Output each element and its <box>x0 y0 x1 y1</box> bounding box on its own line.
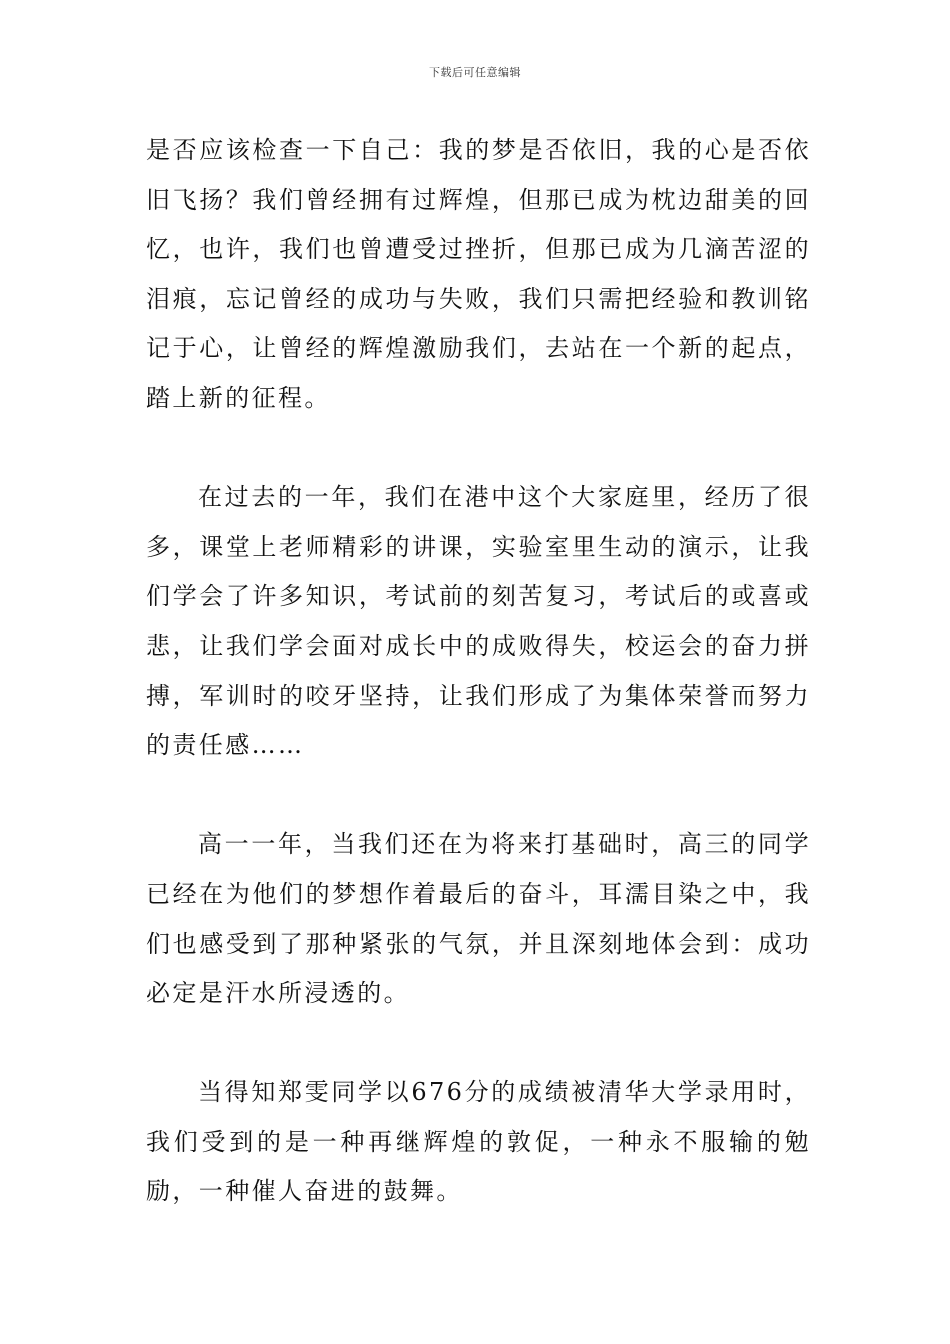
paragraph-gap <box>146 1019 811 1069</box>
paragraph-gap <box>146 771 811 821</box>
paragraph-2: 在过去的一年，我们在港中这个大家庭里，经历了很多，课堂上老师精彩的讲课，实验室里生动的演示，让我们学会了许多知识，考试前的刻苦复习，考试后的或喜或悲，让我们学会面对成长中的成败得失，校运会的奋力拼搏，军训时的咬牙坚持，让我们形成了为集体荣誉而努力的责任感…… <box>146 483 811 760</box>
paragraph-4: 当得知郑雯同学以676分的成绩被清华大学录用时，我们受到的是一种再继辉煌的敦促，一种永不服输的勉励，一种催人奋进的鼓舞。 <box>146 1078 811 1206</box>
paragraph-1: 是否应该检查一下自己：我的梦是否依旧，我的心是否依旧飞扬？我们曾经拥有过辉煌，但那已成为枕边甜美的回忆，也许，我们也曾遭受过挫折，但那已成为几滴苦涩的泪痕，忘记曾经的成功与失败，我们只需把经验和教训铭记于心，让曾经的辉煌激励我们，去站在一个新的起点，踏上新的征程。 <box>146 136 811 412</box>
document-body <box>146 126 811 1217</box>
page-header: 下载后可任意编辑 <box>429 66 521 79</box>
paragraph-3: 高一一年，当我们还在为将来打基础时，高三的同学已经在为他们的梦想作着最后的奋斗，耳濡目染之中，我们也感受到了那种紧张的气氛，并且深刻地体会到：成功必定是汗水所浸透的。 <box>146 830 811 1008</box>
paragraph-gap <box>146 424 811 474</box>
